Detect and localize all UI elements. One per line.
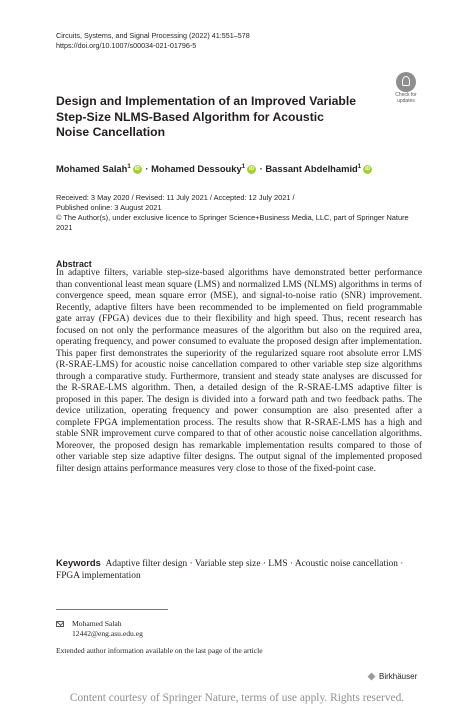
keywords-list: Adaptive filter design · Variable step size · LMS · Acoustic noise cancellation · FPGA implementation xyxy=(56,559,404,581)
keywords xyxy=(56,557,422,582)
author-name[interactable]: Mohamed Dessouky xyxy=(151,163,242,175)
corresponding-author xyxy=(56,619,143,639)
published-date: Published online: 3 August 2021 xyxy=(56,203,162,212)
courtesy-notice: Content courtesy of Springer Nature, terms of use apply. Rights reserved. xyxy=(69,692,405,704)
mail-icon xyxy=(56,621,64,627)
author-separator: · xyxy=(259,163,263,175)
abstract-heading: Abstract xyxy=(56,259,92,269)
orcid-icon[interactable]: iD xyxy=(365,166,371,173)
article-title: Design and Implementation of an Improved Variable Step-Size NLMS-Based Algorithm for Acoustic Noise Cancellation xyxy=(56,94,357,139)
check-for-updates-badge[interactable] xyxy=(389,72,423,102)
journal-citation: Circuits, Systems, and Signal Processing (2022) 41:551–578 xyxy=(56,31,250,40)
copyright-notice: © The Author(s), under exclusive licence to Springer Science+Business Media, LLC, part of Springer Nature 2021 xyxy=(56,213,409,232)
contact-email[interactable]: 12442@eng.asu.edu.eg xyxy=(72,629,143,638)
publication-dates xyxy=(56,193,426,233)
keywords-label: Keywords xyxy=(56,557,101,568)
footnote-divider xyxy=(56,609,168,610)
contact-name: Mohamed Salah xyxy=(72,619,122,628)
doi-link[interactable]: https://doi.org/10.1007/s00034-021-01796-5 xyxy=(56,41,197,50)
author-list: Mohamed Salah$^1$ iD · Mohamed Dessouky$^1$ iD · Bassant Abdelhamid$^1$ iD xyxy=(56,163,371,175)
extended-author-info: Extended author information available on the last page of the article xyxy=(56,646,263,655)
publisher-icon xyxy=(368,673,376,681)
badge-text: Check for updates xyxy=(395,92,417,104)
publisher-logo xyxy=(368,672,417,681)
journal-header xyxy=(56,31,250,51)
orcid-icon[interactable]: iD xyxy=(249,166,255,173)
author-separator: · xyxy=(145,163,149,175)
orcid-icon[interactable]: iD xyxy=(134,166,140,173)
abstract-text: In adaptive filters, variable step-size-based algorithms have demonstrated better performance than conventional least mean square (LMS) and normalized LMS (NLMS) algorithms in terms of convergence speed, mean square error (MSE), and signal-to-noise ratio (SNR) improvement. Recently, adaptive filters have been recommended to be implemented on field programmable gate array (FPGA) devices due to their flexibility and high speed. Thus, recent research has focused on not only the performance measures of the algorithm but also on the required area, operating frequency, and power consumed to evaluate the proposed design after implementation. This paper first demonstrates the superiority of the regularized square root absolute error LMS (R-SRAE-LMS) for acoustic noise cancellation compared to other variable step size algorithms through a comparative study. Furthermore, transient and steady state analyses are discussed for the R-SRAE-LMS algorithm. Then, a detailed design of the R-SRAE-LMS adaptive filter is proposed in this paper. The design is divided into a forward path and two feedback paths. The device utilization, operating frequency and power consumption are also presented after a complete FPGA implementation process. The results show that R-SRAE-LMS has a high and stable SNR improvement curve compared to that of other acoustic noise cancellation algorithms. Moreover, the proposed design has remarkable implementation results compared to those of other variable step size adaptive filter designs. The output signal of the implemented proposed filter design attains performance measures very close to those of the fixed-point case. xyxy=(56,268,422,474)
publisher-name: Birkhäuser xyxy=(379,672,418,681)
crossmark-icon xyxy=(396,72,416,92)
received-dates: Received: 3 May 2020 / Revised: 11 July 2021 / Accepted: 12 July 2021 / xyxy=(56,193,295,202)
author-name[interactable]: Bassant Abdelhamid xyxy=(265,163,358,175)
author-name[interactable]: Mohamed Salah xyxy=(56,163,128,175)
